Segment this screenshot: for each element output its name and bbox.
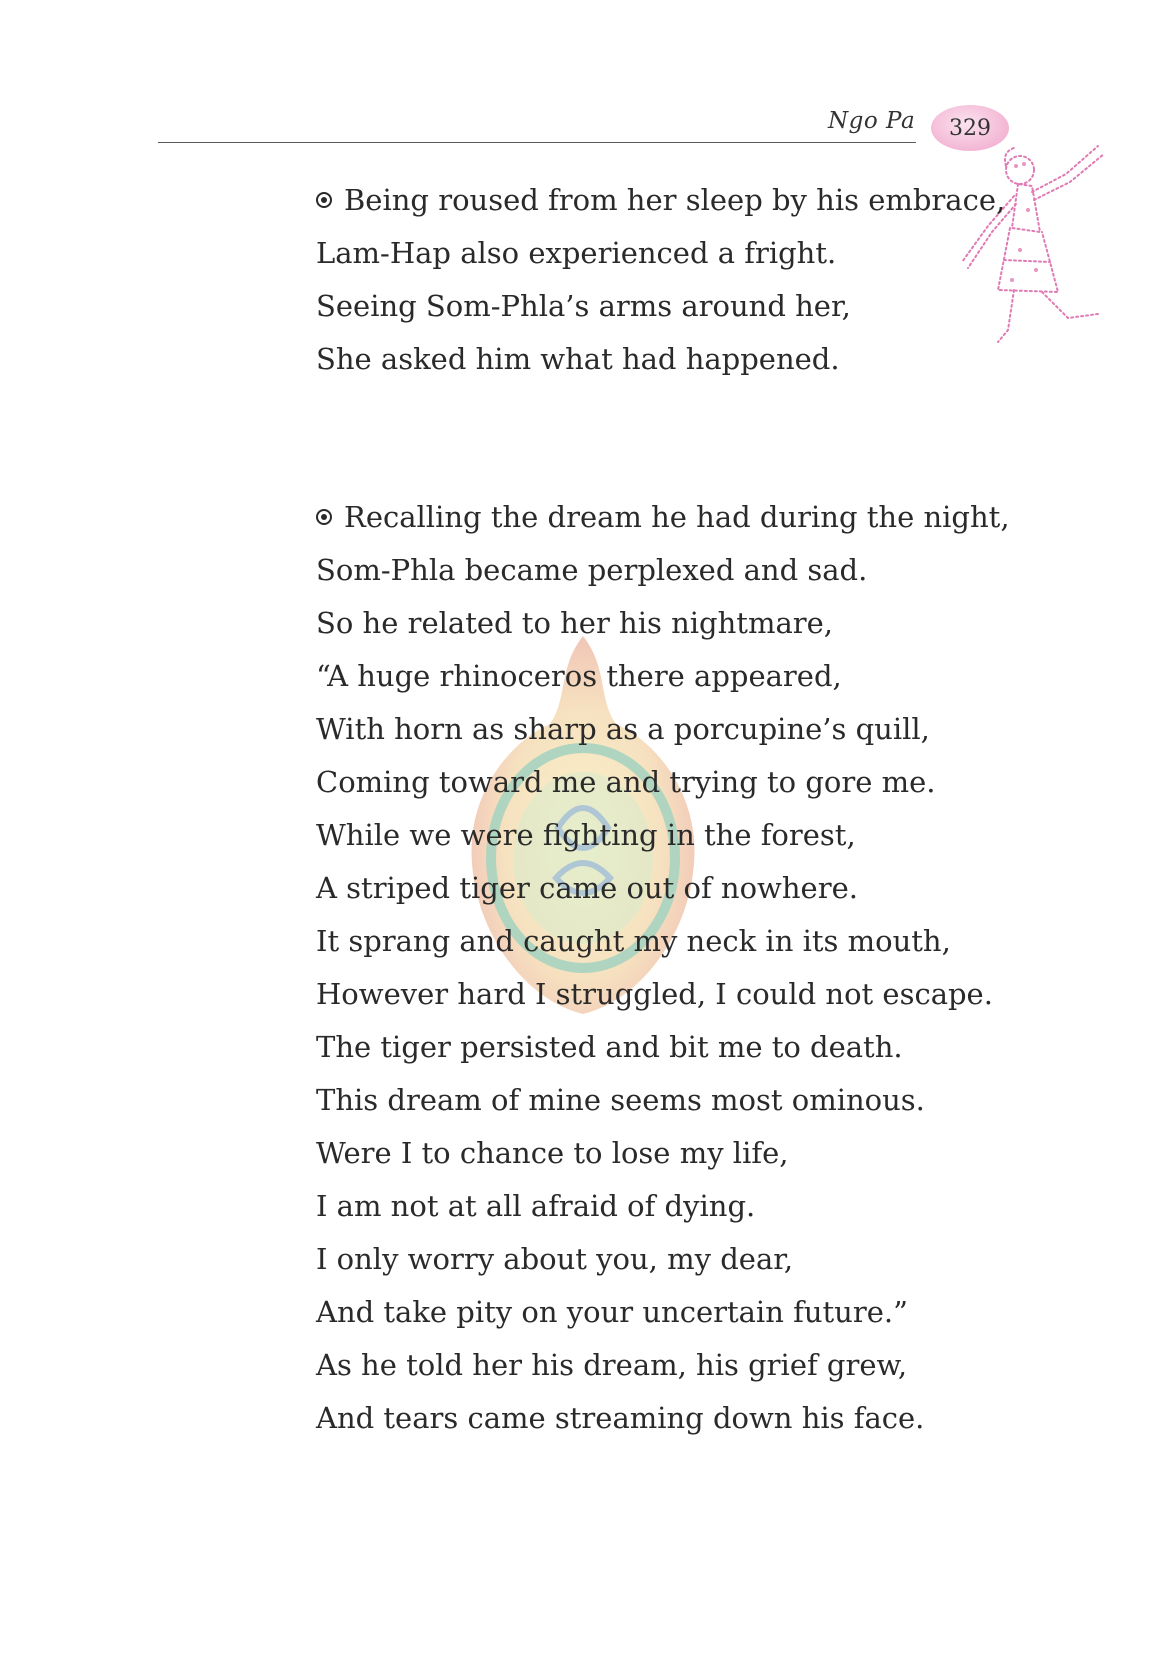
running-head: Ngo Pa [828,108,916,134]
dancer-illustration-icon [958,140,1118,350]
poem-line: This dream of mine seems most ominous. [316,1083,925,1117]
poem-line: Seeing Som-Phla’s arms around her, [316,289,851,323]
poem-line: However hard I struggled, I could not escape. [316,977,993,1011]
bullet-icon [316,192,332,208]
poem-line: Were I to chance to lose my life, [316,1136,789,1170]
poem-line: So he related to her his nightmare, [316,606,833,640]
poem-line: And take pity on your uncertain future.” [316,1295,908,1329]
poem-line: A striped tiger came out of nowhere. [316,871,858,905]
page-number: 329 [949,115,991,141]
poem-line: She asked him what had happened. [316,342,840,376]
poem-line: The tiger persisted and bit me to death. [316,1030,903,1064]
poem-line: And tears came streaming down his face. [316,1401,925,1435]
poem-line: I am not at all afraid of dying. [316,1189,756,1223]
poem-line: Som-Phla became perplexed and sad. [316,553,868,587]
poem-line: While we were fighting in the forest, [316,818,856,852]
poem-line: Lam-Hap also experienced a fright. [316,236,837,270]
poem-line: “A huge rhinoceros there appeared, [316,659,842,693]
header-rule [158,142,916,143]
poem-line: Being roused from her sleep by his embrace, [316,186,1005,215]
poem-line: As he told her his dream, his grief grew, [316,1348,908,1382]
poem-line: With horn as sharp as a porcupine’s quill, [316,712,930,746]
poem-line: Coming toward me and trying to gore me. [316,765,936,799]
poem-line: Recalling the dream he had during the night, [316,503,1010,532]
poem-line: It sprang and caught my neck in its mouth, [316,924,951,958]
bullet-icon [316,509,332,525]
poem-line: I only worry about you, my dear, [316,1242,794,1276]
